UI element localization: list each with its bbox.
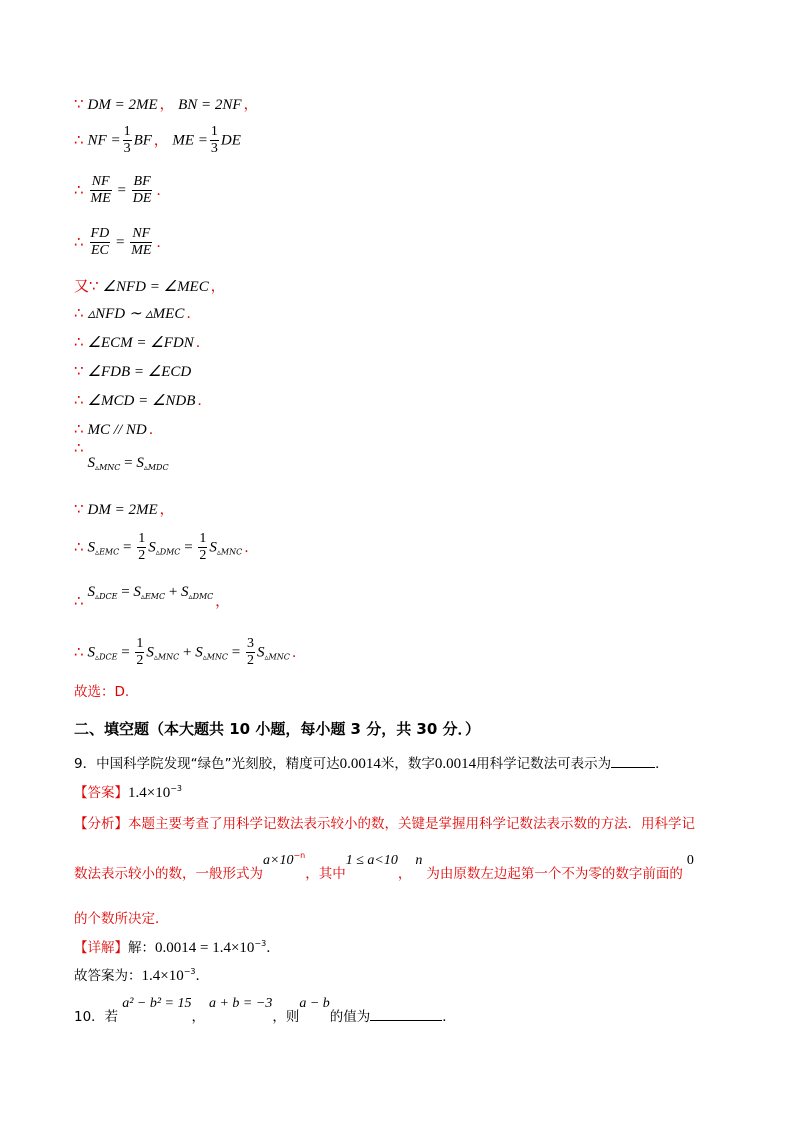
therefore-symbol: ∴: [74, 232, 84, 251]
detail-label: 【详解】: [74, 940, 128, 956]
q9-analysis-line-2: 数法表示较小的数，一般形式为$a\times 10^{-n}$，其中1 ≤ a<10，n为由原数左边起第一个不为零的数字前面的0: [74, 851, 694, 882]
answer-blank[interactable]: [370, 1019, 442, 1021]
therefore-symbol: ∴: [74, 180, 84, 199]
proof-step-13: ∴ $S_{▵EMC}$ = $\frac{1}{2}$ $S_{▵DMC}$ = $\frac{1}{2}$ $S_{▵MNC}$ .: [74, 531, 249, 563]
proof-step-3: ∴ $\frac{NF}{ME}$ = $\frac{BF}{DE}$ .: [74, 174, 161, 206]
proof-step-8: ∵ ∠FDB = ∠ECD: [74, 362, 192, 380]
question-10: 10．若a² − b² = 15，a + b = −3，则a − b的值为 ．: [74, 996, 456, 1025]
proof-step-11: $\therefore S_{▵MNC} = S_{▵MDC}$: [74, 439, 169, 472]
proof-step-4: ∴ $\frac{FD}{EC}$ = $\frac{NF}{ME}$ .: [74, 226, 161, 258]
q9-detail: 【详解】解：$0.0014 = 1.4\times 10^{-3}$．: [74, 939, 280, 956]
also-because-symbol: 又∵: [74, 277, 99, 295]
answer-blank[interactable]: [611, 766, 655, 768]
q9-analysis-line-3: 的个数所决定．: [74, 911, 169, 927]
proof-step-5: 又∵ ∠NFD = ∠MEC ，: [74, 277, 225, 295]
proof-step-9: ∴ ∠MCD = ∠NDB .: [74, 391, 202, 409]
proof-step-12: ∵ DM = 2ME ，: [74, 500, 174, 518]
proof-step-1: ∵ DM = 2ME ， BN = 2NF ，: [74, 95, 258, 113]
choice-answer: 故选：D.: [74, 684, 130, 700]
section-heading: 二、填空题（本大题共 10 小题，每小题 3 分，共 30 分．）: [74, 720, 481, 738]
proof-step-10: ∴ MC // ND .: [74, 420, 154, 438]
proof-step-14: ∴ $S_{▵DCE} = S_{▵EMC} + S_{▵DMC}$ ，: [74, 584, 230, 610]
analysis-label: 【分析】: [74, 816, 128, 832]
proof-step-6: ∴ ▵NFD ∼ ▵MEC .: [74, 304, 191, 322]
because-symbol: ∵: [74, 95, 84, 113]
q9-analysis-line-1: 【分析】本题主要考查了用科学记数法表示较小的数，关键是掌握用科学记数法表示数的方法．用科学记: [74, 816, 695, 832]
proof-step-15: ∴ $S_{▵DCE}$ = $\frac{1}{2}$ $S_{▵MNC} + S_{▵MNC}$ = $\frac{3}{2}$ $S_{▵MNC}$ .: [74, 636, 297, 668]
answer-label: 【答案】: [74, 785, 128, 801]
proof-step-7: ∴ ∠ECM = ∠FDN .: [74, 333, 201, 351]
therefore-symbol: ∴: [74, 130, 84, 149]
proof-step-2: ∴ NF = $\frac{1}{3}$ BF ， ME = $\frac{1}{3}$ DE: [74, 124, 241, 156]
q9-final-answer: 故答案为：$1.4\times 10^{-3}$．: [74, 967, 210, 984]
q9-answer: 【答案】$1.4\times 10^{-3}$: [74, 784, 183, 801]
question-9: 9．中国科学院发现“绿色”光刻胶，精度可达0.0014米，数字0.0014用科学记数法可表示为 ．: [74, 756, 669, 772]
